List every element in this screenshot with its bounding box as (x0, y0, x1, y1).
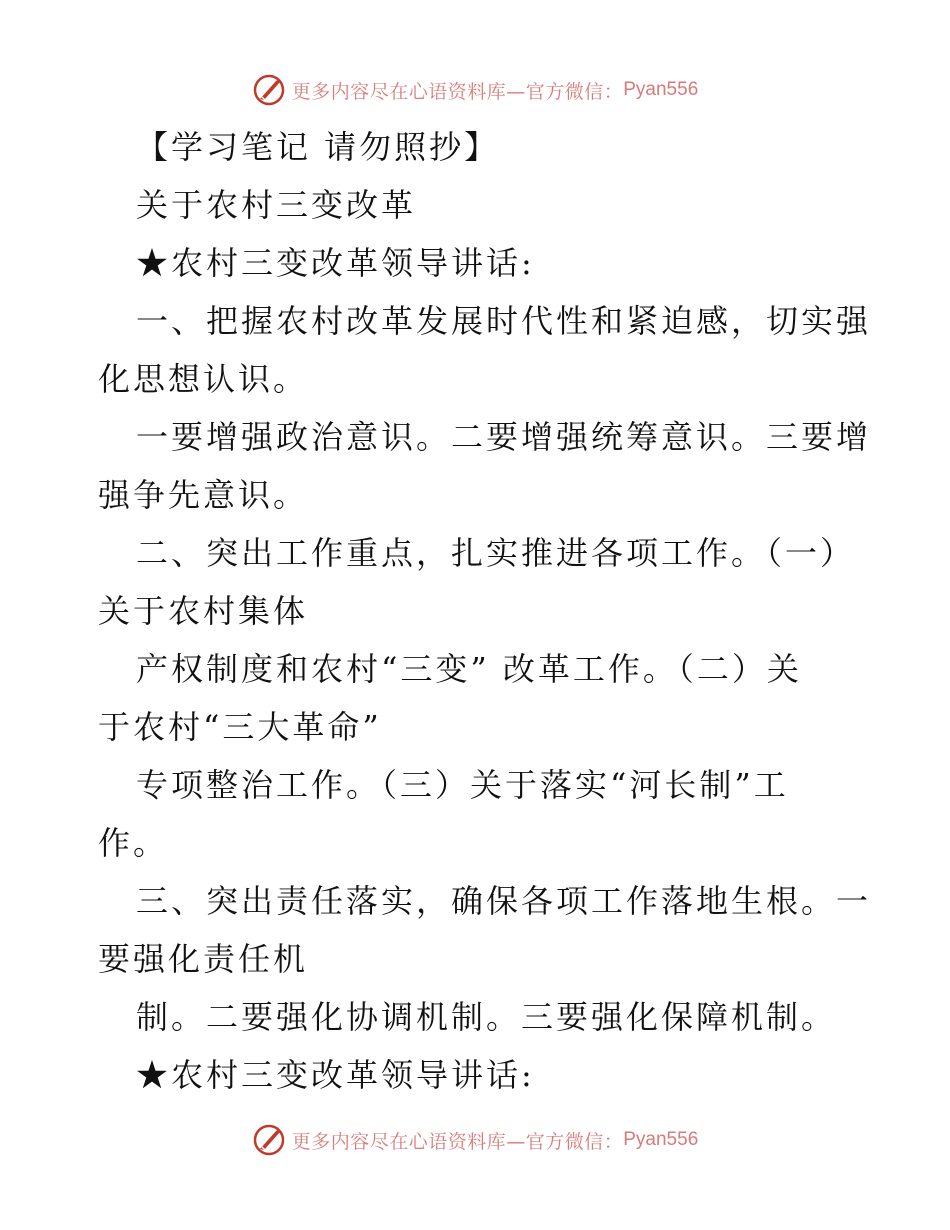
text-line: 二、突出工作重点，扎实推进各项工作。（一） (136, 534, 856, 572)
text-line: ★农村三变改革领导讲话: (136, 244, 535, 282)
text-line: 专项整治工作。（三）关于落实“河长制”工 (136, 766, 789, 804)
watermark-header (0, 70, 950, 110)
feather-pen-logo-icon (252, 1123, 286, 1157)
text-line: 三、突出责任落实，确保各项工作落地生根。一 (136, 882, 872, 920)
text-line: 产权制度和农村“三变” 改革工作。（二）关 (136, 650, 802, 688)
text-line: 制。二要强化协调机制。三要强化保障机制。 (136, 998, 837, 1036)
watermark-text: 更多内容尽在心语资料库—官方微信： (291, 80, 624, 103)
text-line: 强争先意识。 (98, 476, 309, 514)
text-line: 关于农村集体 (98, 592, 309, 630)
document-body (98, 118, 872, 1104)
text-line: 【学习笔记 请勿照抄】 (136, 128, 500, 166)
text-line: 一、把握农村改革发展时代性和紧迫感，切实强 (136, 302, 872, 340)
text-line: 要强化责任机 (98, 940, 309, 978)
watermark-wechat-id: Pyan556 (623, 79, 699, 100)
watermark-wechat-id: Pyan556 (623, 1129, 699, 1150)
text-line: 作。 (98, 824, 169, 862)
text-line: 关于农村三变改革 (136, 186, 417, 224)
text-line: ★农村三变改革领导讲话: (136, 1056, 535, 1094)
watermark-footer (0, 1120, 950, 1160)
feather-pen-logo-icon (252, 73, 286, 107)
text-line: 化思想认识。 (98, 360, 309, 398)
text-line: 一要增强政治意识。二要增强统筹意识。三要增 (136, 418, 872, 456)
watermark-text: 更多内容尽在心语资料库—官方微信： (291, 1130, 624, 1153)
text-line: 于农村“三大革命” (98, 708, 382, 746)
